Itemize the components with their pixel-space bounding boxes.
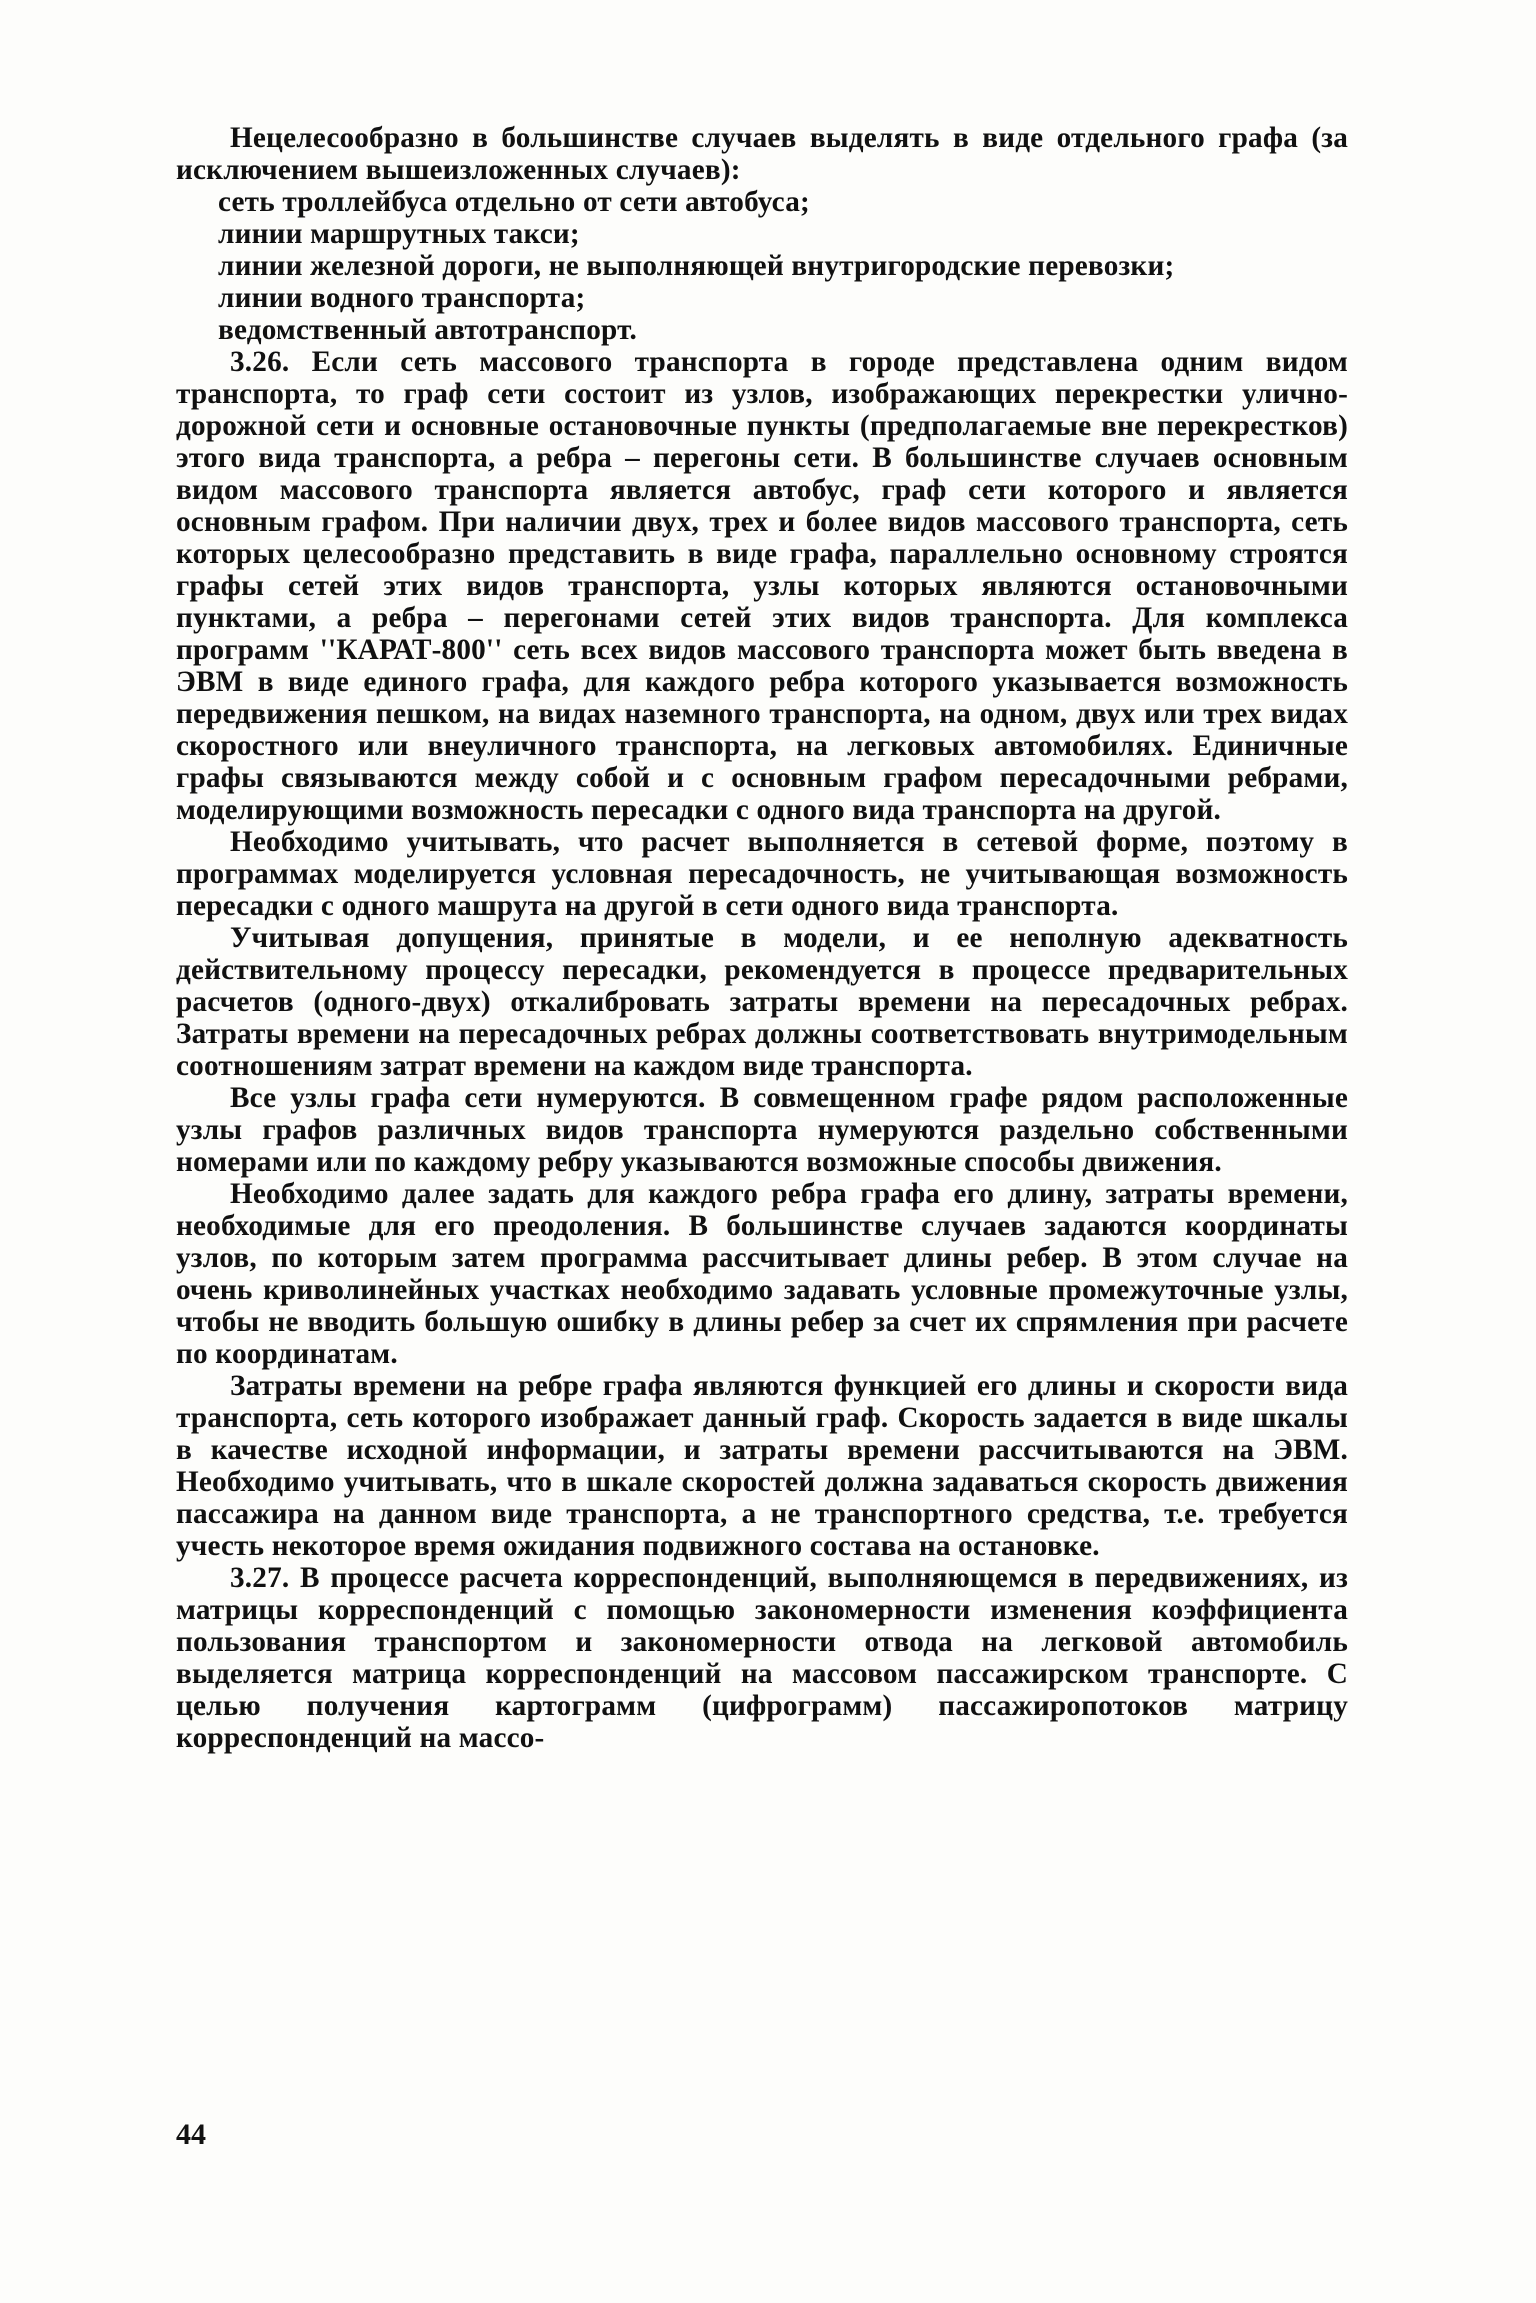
paragraph-node-numbering: Все узлы графа сети нумеруются. В совмещенном графе рядом расположенные узлы графов различных видов транспорта нумеруются раздельно собственными номерами или по каждому ребру указываются возможные способы движения. [176, 1082, 1348, 1178]
paragraph-calibration: Учитывая допущения, принятые в модели, и ее неполную адекватность действительному процессу пересадки, рекомендуется в процессе предварительных расчетов (одного-двух) откалибровать затраты времени на пересадочных ребрах. Затраты времени на пересадочных ребрах должны соответствовать внутримодельным соотношениям затрат времени на каждом виде транспорта. [176, 922, 1348, 1082]
paragraph-3-27: 3.27. В процессе расчета корреспонденций, выполняющемся в передвижениях, из матрицы корреспонденций с помощью закономерности изменения коэффициента пользования транспортом и закономерности отвода на легковой автомобиль выделяется матрица корреспонденций на массовом пассажирском транспорте. С целью получения картограмм (цифрограмм) пассажиропотоков матрицу корреспонденций на массо- [176, 1562, 1348, 1754]
body-text [176, 122, 1348, 1754]
paragraph-network-calc: Необходимо учитывать, что расчет выполняется в сетевой форме, поэтому в программах моделируется условная пересадочность, не учитывающая возможность пересадки с одного машрута на другой в сети одного вида транспорта. [176, 826, 1348, 922]
paragraph-time-costs: Затраты времени на ребре графа являются функцией его длины и скорости вида транспорта, сеть которого изображает данный граф. Скорость задается в виде шкалы в качестве исходной информации, и затраты времени рассчитываются на ЭВМ. Необходимо учитывать, что в шкале скоростей должна задаваться скорость движения пассажира на данном виде транспорта, а не транспортного средства, т.е. требуется учесть некоторое время ожидания подвижного состава на остановке. [176, 1370, 1348, 1562]
paragraph-intro: Нецелесообразно в большинстве случаев выделять в виде отдельного графа (за исключением вышеизложенных случаев): [176, 122, 1348, 186]
list-item: линии водного транспорта; [218, 282, 586, 314]
paragraph-3-26: 3.26. Если сеть массового транспорта в городе представлена одним видом транспорта, то граф сети состоит из узлов, изображающих перекрестки улично-дорожной сети и основные остановочные пункты (предполагаемые вне перекрестков) этого вида транспорта, а ребра – перегоны сети. В большинстве случаев основным видом массового транспорта является автобус, граф сети которого и является основным графом. При наличии двух, трех и более видов массового транспорта, сеть которых целесообразно представить в виде графа, параллельно основному строятся графы сетей этих видов транспорта, узлы которых являются остановочными пунктами, а ребра – перегонами сетей этих видов транспорта. Для комплекса программ ''КАРАТ-800'' сеть всех видов массового транспорта может быть введена в ЭВМ в виде единого графа, для каждого ребра которого указывается возможность передвижения пешком, на видах наземного транспорта, на одном, двух или трех видах скоростного или внеуличного транспорта, на легковых автомобилях. Единичные графы связываются между собой и с основным графом пересадочными ребрами, моделирующими возможность пересадки с одного вида транспорта на другой. [176, 346, 1348, 826]
list-item: линии железной дороги, не выполняющей внутригородские перевозки; [218, 250, 1175, 282]
list-item: ведомственный автотранспорт. [218, 314, 637, 346]
list-item: линии маршрутных такси; [218, 218, 580, 250]
page-number: 44 [176, 2118, 206, 2151]
list-item: сеть троллейбуса отдельно от сети автобуса; [218, 186, 810, 218]
paragraph-edge-length: Необходимо далее задать для каждого ребра графа его длину, затраты времени, необходимые для его преодоления. В большинстве случаев задаются координаты узлов, по которым затем программа рассчитывает длины ребер. В этом случае на очень криволинейных участках необходимо задавать условные промежуточные узлы, чтобы не вводить большую ошибку в длины ребер за счет их спрямления при расчете по координатам. [176, 1178, 1348, 1370]
